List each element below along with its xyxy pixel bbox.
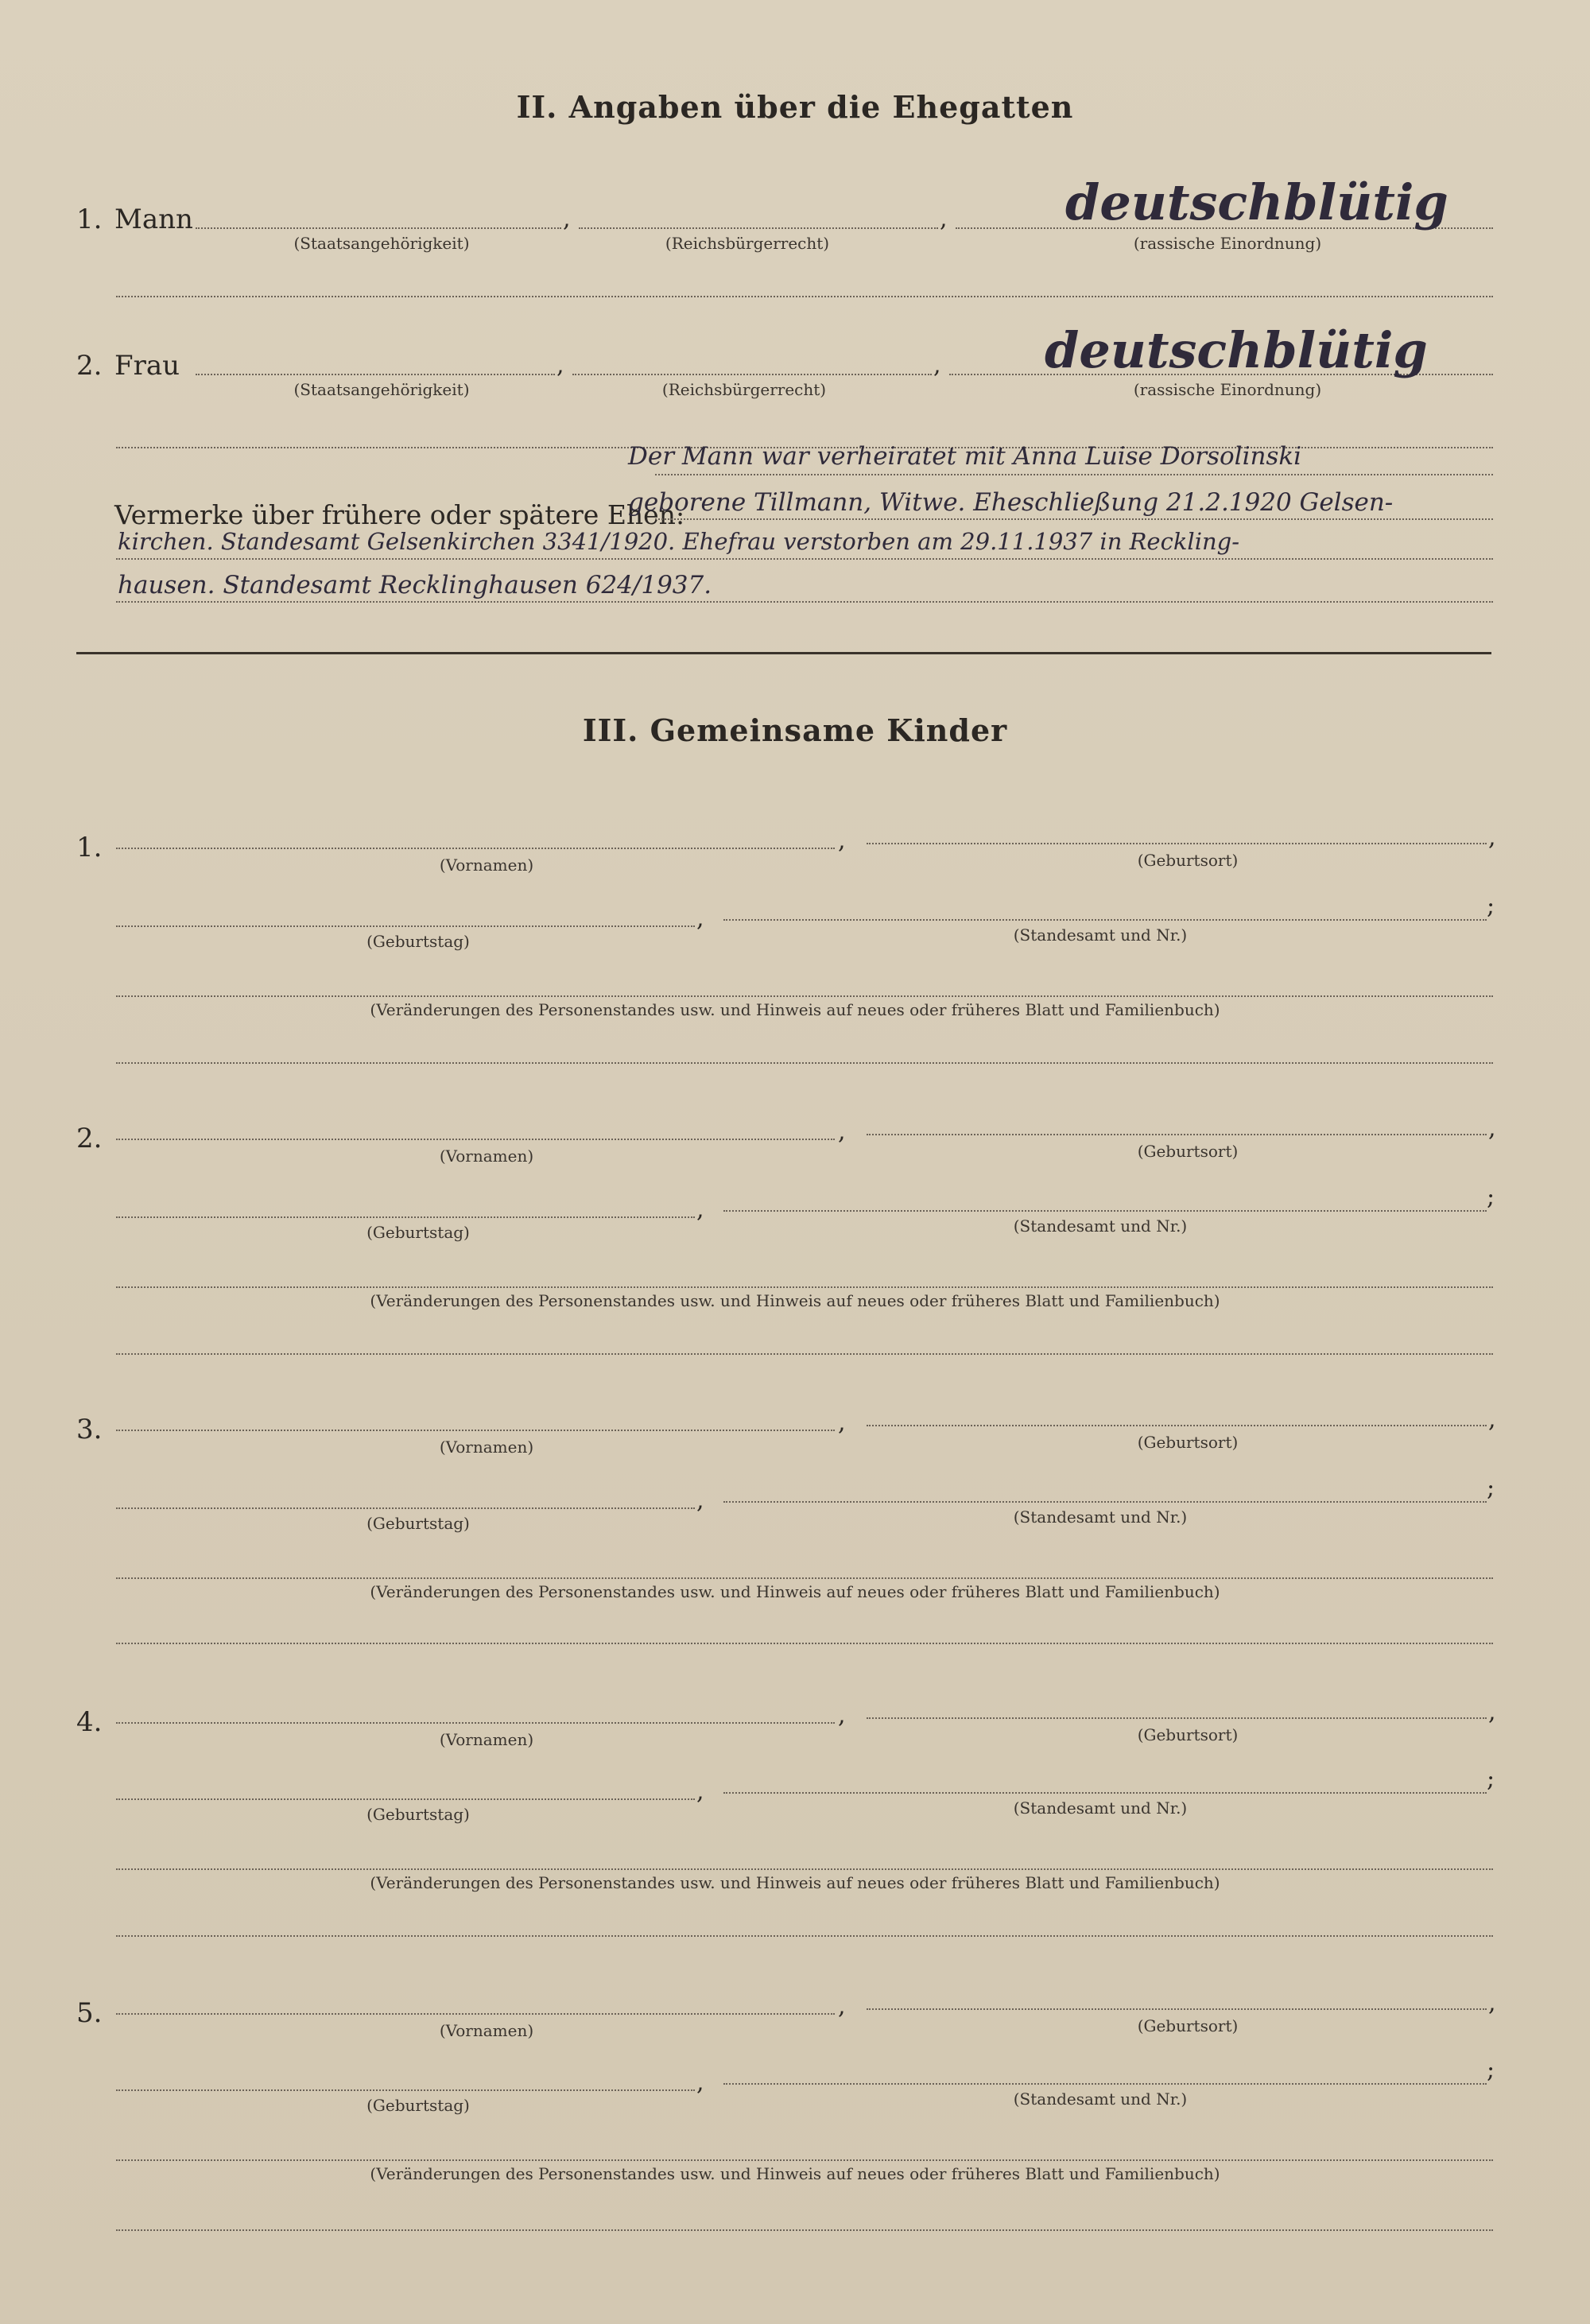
section-heading-ehegatten: II. Angaben über die Ehegatten: [516, 89, 1074, 125]
caption-geburtsort: (Geburtsort): [1137, 2016, 1239, 2035]
comma: ,: [696, 1196, 704, 1224]
field-veraenderungen-line-2[interactable]: [116, 1353, 1493, 1355]
field-geburtsort[interactable]: [867, 843, 1487, 844]
field-mann-reichsbuergerrecht[interactable]: [579, 227, 938, 229]
field-standesamt[interactable]: [723, 1792, 1487, 1794]
caption-standesamt: (Standesamt und Nr.): [1013, 1798, 1188, 1818]
field-veraenderungen[interactable]: [116, 2159, 1493, 2161]
field-veraenderungen-line-2[interactable]: [116, 1643, 1493, 1644]
child-number: 1.: [76, 832, 103, 863]
caption-standesamt: (Standesamt und Nr.): [1013, 2089, 1188, 2109]
handwritten-frau-rassische-einordnung: deutschblütig: [1045, 321, 1428, 379]
semicolon: ;: [1487, 1474, 1495, 1502]
field-standesamt[interactable]: [723, 1501, 1487, 1503]
section-divider: [76, 652, 1491, 654]
field-geburtstag[interactable]: [116, 1216, 695, 1218]
caption-geburtstag: (Geburtstag): [366, 1223, 470, 1242]
child-number: 2.: [76, 1123, 103, 1154]
field-vornamen[interactable]: [116, 848, 835, 849]
label-mann: Mann: [114, 204, 193, 235]
child-number: 3.: [76, 1414, 103, 1445]
field-vermerke-line-4[interactable]: [116, 601, 1493, 603]
semicolon: ;: [1487, 1183, 1495, 1211]
caption-geburtstag: (Geburtstag): [366, 2096, 470, 2115]
field-geburtsort[interactable]: [867, 1717, 1487, 1719]
field-veraenderungen[interactable]: [116, 1286, 1493, 1288]
caption-geburtsort: (Geburtsort): [1137, 1433, 1239, 1452]
field-vermerke-line-1[interactable]: [655, 474, 1493, 475]
field-geburtstag[interactable]: [116, 1507, 695, 1509]
comma: ,: [940, 205, 948, 233]
field-geburtsort[interactable]: [867, 1425, 1487, 1426]
comma: ,: [696, 1778, 704, 1806]
caption-vornamen: (Vornamen): [439, 1146, 534, 1166]
caption-rassische-einordnung: (rassische Einordnung): [1133, 234, 1322, 253]
comma: ,: [933, 351, 941, 379]
field-veraenderungen[interactable]: [116, 995, 1493, 997]
handwritten-vermerke-line-1: Der Mann war verheiratet mit Anna Luise Dorsolinski: [628, 442, 1302, 471]
semicolon: ;: [1487, 892, 1495, 920]
field-vermerke-line-2[interactable]: [655, 518, 1493, 520]
caption-vornamen: (Vornamen): [439, 855, 534, 875]
field-vornamen[interactable]: [116, 1722, 835, 1724]
field-veraenderungen[interactable]: [116, 1868, 1493, 1870]
comma: ,: [1488, 824, 1496, 852]
field-vornamen[interactable]: [116, 1430, 835, 1431]
field-geburtstag[interactable]: [116, 925, 695, 927]
semicolon: ;: [1487, 1765, 1495, 1793]
comma: ,: [1488, 1406, 1496, 1434]
field-veraenderungen-line-2[interactable]: [116, 1062, 1493, 1064]
caption-reichsbuergerrecht: (Reichsbürgerrecht): [661, 380, 827, 399]
caption-geburtsort: (Geburtsort): [1137, 1725, 1239, 1744]
child-number: 4.: [76, 1706, 103, 1738]
caption-staatsangehoerigkeit: (Staatsangehörigkeit): [293, 234, 470, 253]
caption-veraenderungen: (Veränderungen des Personenstandes usw. und Hinweis auf neues oder früheres Blatt und Familienbuch): [370, 1291, 1220, 1310]
field-vermerke-line-3[interactable]: [116, 558, 1493, 560]
row-number-frau: 2.: [76, 350, 103, 382]
field-frau-staatsangehoerigkeit[interactable]: [196, 374, 555, 375]
caption-veraenderungen: (Veränderungen des Personenstandes usw. und Hinweis auf neues oder früheres Blatt und Familienbuch): [370, 1000, 1220, 1019]
label-vermerke: Vermerke über frühere oder spätere Ehen:: [114, 499, 685, 530]
comma: ,: [696, 2069, 704, 2097]
caption-rassische-einordnung: (rassische Einordnung): [1133, 380, 1322, 399]
handwritten-vermerke-line-3: kirchen. Standesamt Gelsenkirchen 3341/1920. Ehefrau verstorben am 29.11.1937 in Reckling-: [118, 528, 1240, 555]
caption-veraenderungen: (Veränderungen des Personenstandes usw. und Hinweis auf neues oder früheres Blatt und Familienbuch): [370, 1873, 1220, 1892]
caption-veraenderungen: (Veränderungen des Personenstandes usw. und Hinweis auf neues oder früheres Blatt und Familienbuch): [370, 2164, 1220, 2183]
field-mann-staatsangehoerigkeit[interactable]: [196, 227, 561, 229]
field-vornamen[interactable]: [116, 1139, 835, 1140]
child-number: 5.: [76, 1997, 103, 2029]
caption-standesamt: (Standesamt und Nr.): [1013, 1507, 1188, 1527]
comma: ,: [1488, 1989, 1496, 2017]
caption-vornamen: (Vornamen): [439, 2021, 534, 2040]
field-geburtsort[interactable]: [867, 2008, 1487, 2010]
field-veraenderungen-line-2[interactable]: [116, 2229, 1493, 2231]
section-heading-kinder: III. Gemeinsame Kinder: [582, 712, 1008, 748]
semicolon: ;: [1487, 2056, 1495, 2084]
field-geburtsort[interactable]: [867, 1134, 1487, 1135]
caption-veraenderungen: (Veränderungen des Personenstandes usw. und Hinweis auf neues oder früheres Blatt und Familienbuch): [370, 1582, 1220, 1601]
comma: ,: [1488, 1698, 1496, 1726]
comma: ,: [838, 1701, 846, 1729]
caption-geburtsort: (Geburtsort): [1137, 1142, 1239, 1161]
field-standesamt[interactable]: [723, 1210, 1487, 1212]
handwritten-mann-rassische-einordnung: deutschblütig: [1065, 173, 1448, 231]
field-frau-reichsbuergerrecht[interactable]: [572, 374, 932, 375]
caption-geburtsort: (Geburtsort): [1137, 851, 1239, 870]
comma: ,: [696, 905, 704, 933]
field-mann-extra-line[interactable]: [116, 296, 1493, 297]
label-frau: Frau: [114, 350, 180, 382]
comma: ,: [556, 351, 564, 379]
comma: ,: [696, 1487, 704, 1515]
comma: ,: [838, 1409, 846, 1437]
field-geburtstag[interactable]: [116, 2089, 695, 2091]
field-geburtstag[interactable]: [116, 1798, 695, 1800]
caption-geburtstag: (Geburtstag): [366, 932, 470, 951]
caption-vornamen: (Vornamen): [439, 1437, 534, 1457]
comma: ,: [838, 827, 846, 855]
comma: ,: [838, 1992, 846, 2020]
field-standesamt[interactable]: [723, 2083, 1487, 2085]
handwritten-vermerke-line-2: geborene Tillmann, Witwe. Eheschließung 21.2.1920 Gelsen-: [628, 488, 1394, 517]
handwritten-vermerke-line-4: hausen. Standesamt Recklinghausen 624/1937.: [118, 571, 712, 599]
comma: ,: [563, 205, 571, 233]
caption-reichsbuergerrecht: (Reichsbürgerrecht): [665, 234, 830, 253]
caption-standesamt: (Standesamt und Nr.): [1013, 1216, 1188, 1236]
caption-geburtstag: (Geburtstag): [366, 1805, 470, 1824]
row-number-mann: 1.: [76, 204, 103, 235]
field-standesamt[interactable]: [723, 919, 1487, 921]
comma: ,: [1488, 1115, 1496, 1143]
field-veraenderungen[interactable]: [116, 1577, 1493, 1579]
caption-geburtstag: (Geburtstag): [366, 1514, 470, 1533]
caption-vornamen: (Vornamen): [439, 1730, 534, 1749]
caption-standesamt: (Standesamt und Nr.): [1013, 925, 1188, 945]
field-vornamen[interactable]: [116, 2013, 835, 2015]
caption-staatsangehoerigkeit: (Staatsangehörigkeit): [293, 380, 470, 399]
field-veraenderungen-line-2[interactable]: [116, 1935, 1493, 1937]
comma: ,: [838, 1118, 846, 1146]
